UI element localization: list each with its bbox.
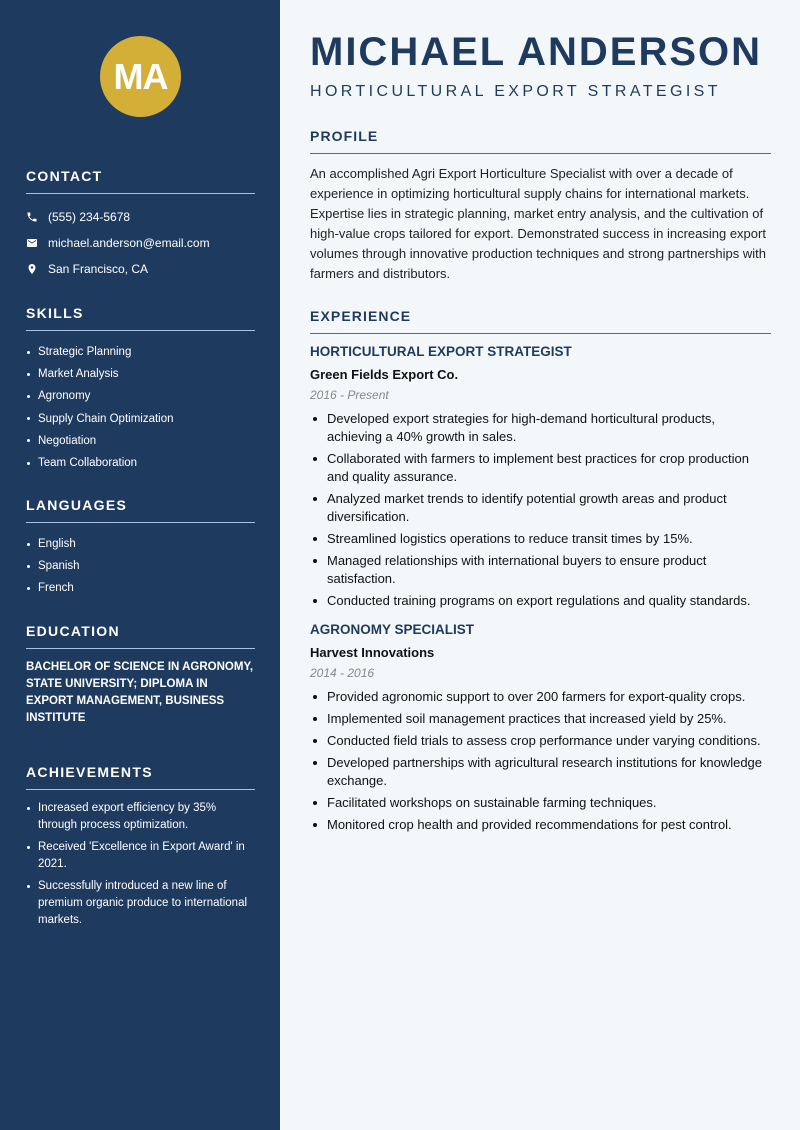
profile-text: An accomplished Agri Export Horticulture Specialist with over a decade of experience in optimizing horticultural supply chains for international markets. Expertise lies in strategic planning, market entry analysis, and the cultivation of high-value crops tailored for export. Demonstrated success in increasing export volumes through innovative production techniques and strong partnerships with farmers and distributors. <box>310 166 766 281</box>
achievement-item: Successfully introduced a new line of premium organic produce to international markets. <box>26 878 255 929</box>
profile-heading: PROFILE <box>310 128 771 154</box>
job-bullets <box>310 410 771 610</box>
experience-heading: EXPERIENCE <box>310 308 771 334</box>
job-bullet: Conducted training programs on export regulations and quality standards. <box>310 592 771 610</box>
job-entry <box>310 622 771 834</box>
job-bullet: Developed partnerships with agricultural research institutions for knowledge exchange. <box>310 754 771 790</box>
contact-email <box>26 230 255 256</box>
location-text: San Francisco, CA <box>48 262 149 276</box>
location-pin-icon <box>26 263 48 275</box>
email-icon <box>26 237 48 249</box>
job-bullet: Streamlined logistics operations to reduce transit times by 15%. <box>310 530 771 548</box>
candidate-name: MICHAEL ANDERSON <box>310 30 763 74</box>
languages-section <box>26 497 255 600</box>
job-bullet: Implemented soil management practices that increased yield by 25%. <box>310 710 771 728</box>
skill-item: Negotiation <box>26 430 255 452</box>
achievements-list <box>26 800 255 929</box>
education-text: BACHELOR OF SCIENCE IN AGRONOMY, STATE UNIVERSITY; DIPLOMA IN EXPORT MANAGEMENT, BUSINESS INSTITUTE <box>26 661 254 724</box>
sidebar <box>0 0 280 1130</box>
contact-heading: CONTACT <box>26 168 255 194</box>
job-bullet: Monitored crop health and provided recommendations for pest control. <box>310 816 771 834</box>
phone-icon <box>26 211 48 223</box>
job-bullet: Managed relationships with international buyers to ensure product satisfaction. <box>310 552 771 588</box>
job-bullet: Developed export strategies for high-demand horticultural products, achieving a 40% growth in sales. <box>310 410 771 446</box>
avatar <box>100 36 181 117</box>
job-bullet: Collaborated with farmers to implement best practices for crop production and quality assurance. <box>310 450 771 486</box>
job-title: HORTICULTURAL EXPORT STRATEGIST <box>310 344 572 359</box>
language-item: English <box>26 533 255 555</box>
languages-heading: LANGUAGES <box>26 497 255 523</box>
contact-phone <box>26 204 255 230</box>
language-item: French <box>26 577 255 599</box>
contact-location <box>26 256 255 282</box>
job-title: AGRONOMY SPECIALIST <box>310 622 475 637</box>
candidate-title: HORTICULTURAL EXPORT STRATEGIST <box>310 83 721 100</box>
skill-item: Market Analysis <box>26 363 255 385</box>
education-heading: EDUCATION <box>26 623 255 649</box>
avatar-initials: MA <box>113 55 168 97</box>
skill-item: Agronomy <box>26 385 255 407</box>
skills-list <box>26 341 255 474</box>
job-company: Harvest Innovations <box>310 645 435 660</box>
education-section <box>26 623 255 727</box>
job-dates: 2014 - 2016 <box>310 666 375 680</box>
job-dates: 2016 - Present <box>310 388 389 402</box>
skill-item: Strategic Planning <box>26 341 255 363</box>
email-text: michael.anderson@email.com <box>48 236 210 250</box>
profile-section <box>310 128 771 284</box>
skill-item: Team Collaboration <box>26 452 255 474</box>
skill-item: Supply Chain Optimization <box>26 408 255 430</box>
experience-section <box>310 308 771 838</box>
skills-section <box>26 305 255 474</box>
job-bullet: Facilitated workshops on sustainable farming techniques. <box>310 794 771 812</box>
job-company: Green Fields Export Co. <box>310 367 459 382</box>
achievements-heading: ACHIEVEMENTS <box>26 764 255 790</box>
achievements-section <box>26 764 255 934</box>
job-bullet: Provided agronomic support to over 200 farmers for export-quality crops. <box>310 688 771 706</box>
language-item: Spanish <box>26 555 255 577</box>
phone-text: (555) 234-5678 <box>48 210 131 224</box>
job-bullet: Analyzed market trends to identify potential growth areas and product diversification. <box>310 490 771 526</box>
achievement-item: Increased export efficiency by 35% through process optimization. <box>26 800 255 834</box>
job-entry <box>310 344 771 610</box>
job-bullets <box>310 688 771 834</box>
skills-heading: SKILLS <box>26 305 255 331</box>
job-bullet: Conducted field trials to assess crop performance under varying conditions. <box>310 732 771 750</box>
contact-section <box>26 168 255 282</box>
achievement-item: Received 'Excellence in Export Award' in 2021. <box>26 839 255 873</box>
languages-list <box>26 533 255 600</box>
